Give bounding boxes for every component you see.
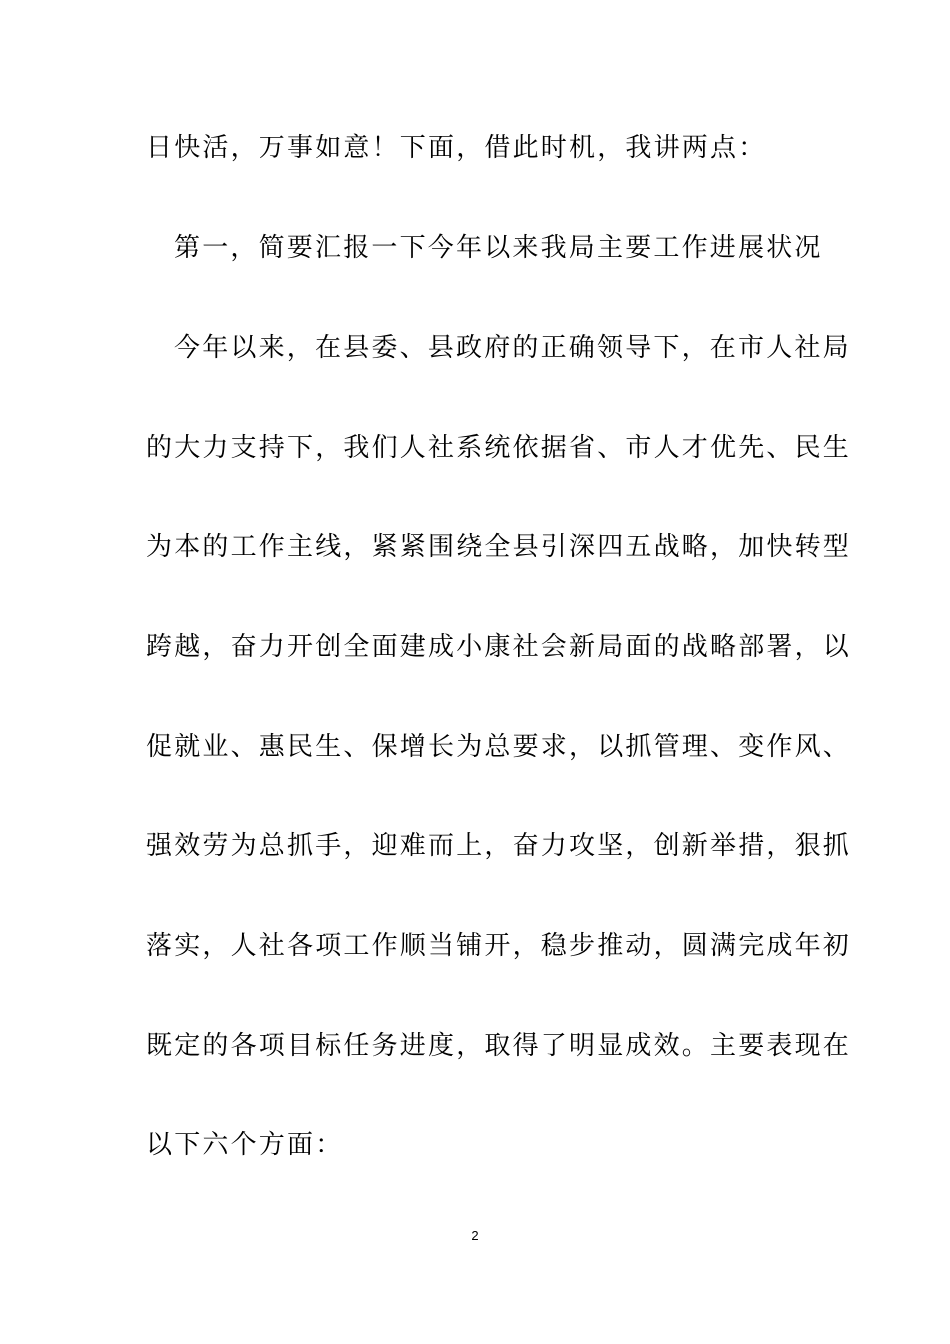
paragraph-line-5: 促就业、惠民生、保增长为总要求，以抓管理、变作风、 bbox=[146, 732, 852, 762]
paragraph-line-2: 的大力支持下，我们人社系统依据省、市人才优先、民生 bbox=[146, 433, 852, 463]
paragraph-line-1: 今年以来，在县委、县政府的正确领导下，在市人社局 bbox=[174, 333, 851, 363]
section-heading: 第一，简要汇报一下今年以来我局主要工作进展状况 bbox=[174, 233, 823, 263]
paragraph-line-4: 跨越，奋力开创全面建成小康社会新局面的战略部署，以 bbox=[146, 632, 852, 662]
paragraph-line-9: 以下六个方面： bbox=[146, 1130, 344, 1160]
text-line-1: 日快活，万事如意！下面，借此时机，我讲两点： bbox=[146, 133, 767, 163]
paragraph-line-6: 强效劳为总抓手，迎难而上，奋力攻坚，创新举措，狠抓 bbox=[146, 831, 852, 861]
paragraph-line-7: 落实，人社各项工作顺当铺开，稳步推动，圆满完成年初 bbox=[146, 931, 852, 961]
paragraph-line-3: 为本的工作主线，紧紧围绕全县引深四五战略，加快转型 bbox=[146, 532, 852, 562]
page-number: 2 bbox=[471, 1228, 479, 1243]
paragraph-line-8: 既定的各项目标任务进度，取得了明显成效。主要表现在 bbox=[146, 1031, 852, 1061]
